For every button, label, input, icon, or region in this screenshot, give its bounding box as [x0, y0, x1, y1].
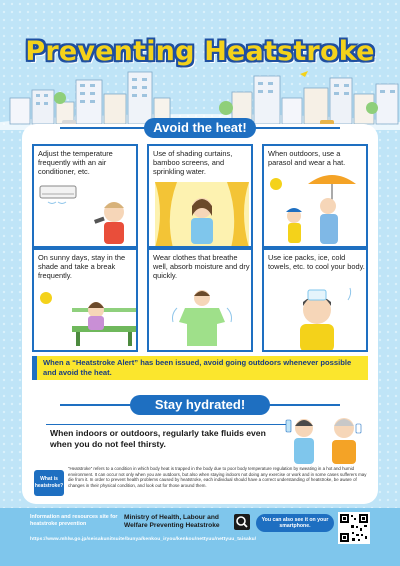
tip-text: When outdoors, use a parasol and wear a hat. — [268, 149, 346, 167]
search-icon — [234, 514, 250, 530]
info-site-label: Information and resources site for heatstroke prevention — [30, 514, 118, 527]
what-is-heatstroke-badge: What is heatstroke? — [34, 470, 64, 496]
what-is-heatstroke-text: “Heatstroke” refers to a condition in which body heat is trapped in the body due to poor body temperature regulation by sweating in a hot and humid environment. It can occur not only when you are outdoors, but also when staying indoors not doing any exercise or work and in some cases sufferers may die from it. In order to prevent health problems caused by heatstroke, each individual should have a correct understanding of heatstroke, be aware of changes in their physical condition, and look out for those around them. — [68, 466, 367, 488]
stay-hydrated-heading: Stay hydrated! — [130, 395, 270, 415]
tip-card-parasol — [262, 144, 368, 248]
tip-text: Wear clothes that breathe well, absorb moisture and dry quickly. — [153, 253, 250, 280]
qr-code-icon[interactable] — [338, 512, 370, 544]
tip-text: Adjust the temperature frequently with an air conditioner, etc. — [38, 149, 113, 176]
tip-card-shading-curtains — [147, 144, 253, 248]
tip-card-breathable-clothes — [147, 248, 253, 352]
parasol-illustration — [264, 146, 368, 248]
smartphone-note: You can also see it on your smartphone. — [256, 514, 334, 532]
hydrate-text: When indoors or outdoors, regularly take fluids even when you do not feel thirsty. — [50, 428, 266, 449]
breathable-clothes-illustration — [149, 250, 253, 352]
tip-text: On sunny days, stay in the shade and take a break frequently. — [38, 253, 126, 280]
page-title: Preventing Heatstroke — [25, 36, 375, 67]
ministry-search-label: Ministry of Health, Labour and Welfare Preventing Heatstroke — [124, 514, 220, 529]
tip-card-air-conditioner — [32, 144, 138, 248]
resource-url-link[interactable]: https://www.mhlw.go.jp/seisakunitsuite/bunya/kenkou_iryou/kenkou/nettyuu/nettyuu_taisaku/ — [30, 537, 257, 542]
tip-card-ice-pack — [262, 248, 368, 352]
air-conditioner-illustration — [34, 146, 138, 248]
tip-text: Use of shading curtains, bamboo screens, and sprinkling water. — [153, 149, 233, 176]
curtains-illustration — [149, 146, 253, 248]
avoid-heat-heading: Avoid the heat! — [144, 118, 256, 138]
shade-bench-illustration — [34, 250, 138, 352]
tip-card-shade-break — [32, 248, 138, 352]
drinking-people-illustration — [282, 412, 372, 466]
ice-pack-illustration — [264, 250, 368, 352]
hydrate-rule — [46, 424, 286, 425]
tip-text: Use ice packs, ice, cold towels, etc. to cool your body. — [268, 253, 365, 271]
heatstroke-alert-banner: When a “Heatstroke Alert” has been issued, avoid going outdoors whenever possible and avoid the heat. — [32, 356, 368, 380]
